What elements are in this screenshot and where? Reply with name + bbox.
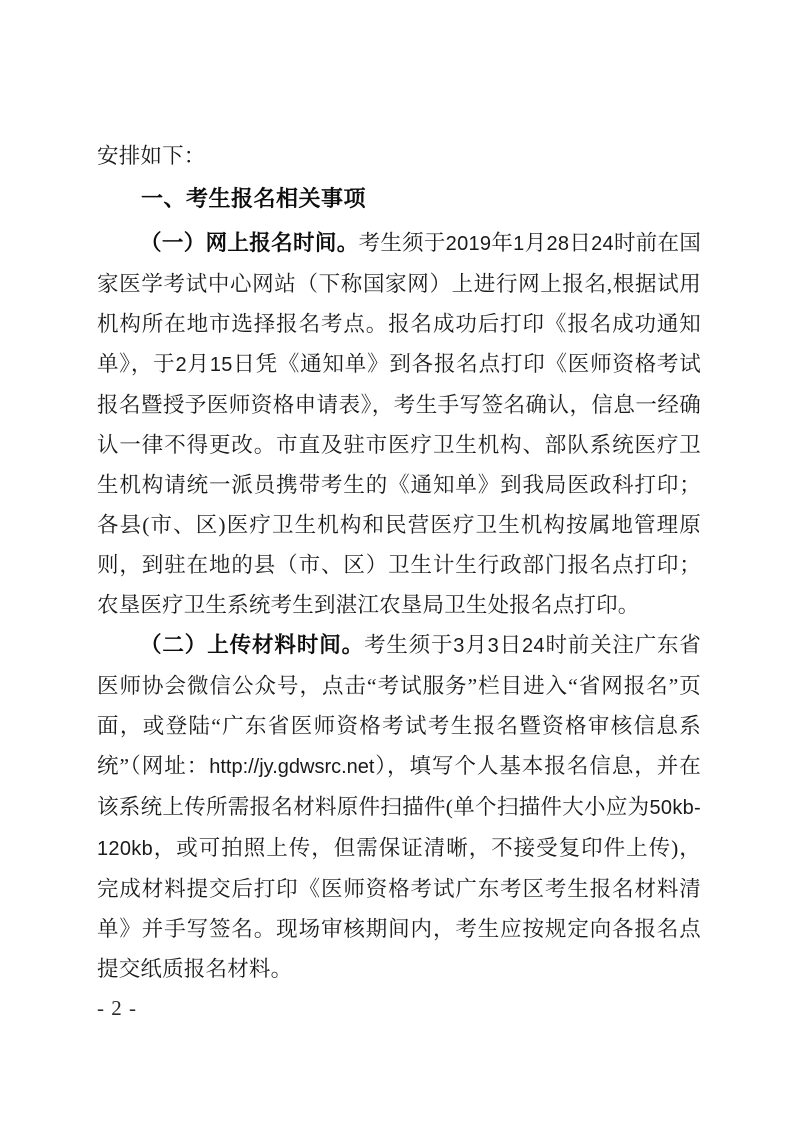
document-text-body <box>97 136 701 989</box>
section-heading-1: 一、考生报名相关事项 <box>141 186 367 211</box>
subsection-2-lead: （二）上传材料时间。 <box>140 633 365 657</box>
intro-line: 安排如下： <box>97 144 206 168</box>
subsection-2-body: 考生须于3月3日24时前关注广东省医师协会微信公众号，点击“考试服务”栏目进入“省网报名”页面，或登陆“广东省医师资格考试考生报名暨资格审核信息系统”（网址：http://jy.gdwsrc.net），填写个人基本报名信息，并在该系统上传所需报名材料原件扫描件(单个扫描件大小应为50kb-120kb，或可拍照上传，但需保证清晰，不接受复印件上传)，完成材料提交后打印《医师资格考试广东考区考生报名材料清单》并手写签名。现场审核期间内，考生应按规定向各报名点提交纸质报名材料。 <box>97 633 702 981</box>
subsection-1-paragraph <box>97 223 701 625</box>
subsection-1-lead: （一）网上报名时间。 <box>140 231 359 255</box>
subsection-1-body: 考生须于2019年1月28日24时前在国家医学考试中心网站（下称国家网）上进行网上报名,根据试用机构所在地市选择报名考点。报名成功后打印《报名成功通知单》，于2月15日凭《通知单》到各报名点打印《医师资格考试报名暨授予医师资格申请表》，考生手写签名确认，信息一经确认一律不得更改。市直及驻市医疗卫生机构、部队系统医疗卫生机构请统一派员携带考生的《通知单》到我局医政科打印；各县(市、区)医疗卫生机构和民营医疗卫生机构按属地管理原则，到驻在地的县（市、区）卫生计生行政部门报名点打印；农垦医疗卫生系统考生到湛江农垦局卫生处报名点打印。 <box>97 231 702 617</box>
page-number-footer: - 2 - <box>97 996 137 1020</box>
subsection-2-paragraph <box>97 625 701 989</box>
